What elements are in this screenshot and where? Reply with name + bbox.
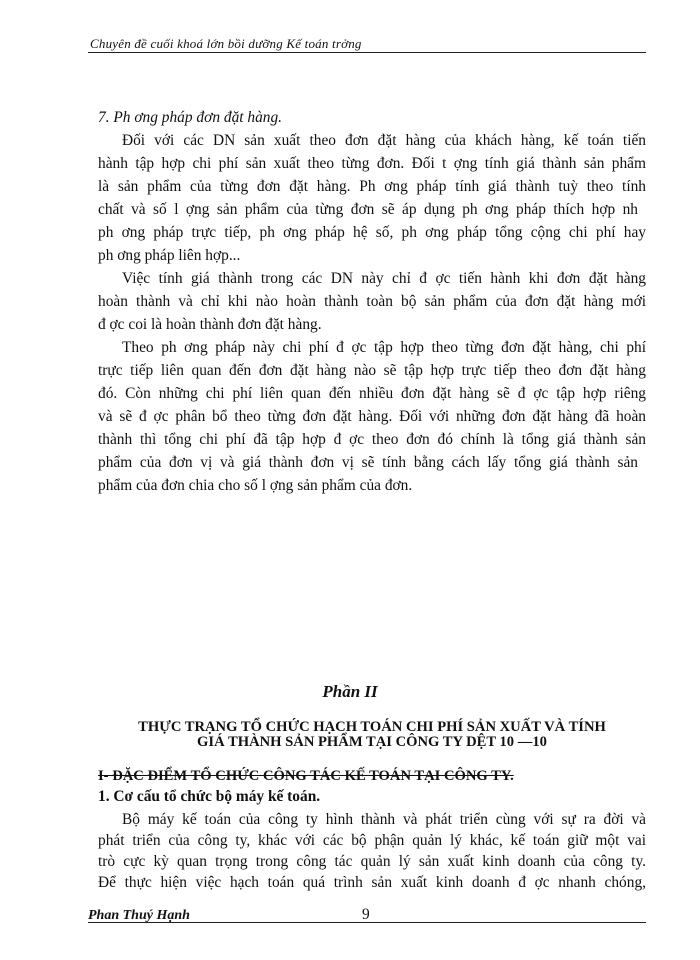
paragraph-line: chất và số l ợng sản phẩm của từng đơn sẽ áp dụng ph ơng pháp thích hợp nh [98,201,638,218]
section-7-heading: 7. Ph ơng pháp đơn đặt hàng. [98,109,283,126]
section-I-heading: I- ĐẶC ĐIỂM TỔ CHỨC CÔNG TÁC KẾ TOÁN TẠI CÔNG TY. [98,768,514,784]
paragraph-line: đó. Còn những chi phí liên quan đến nhiều đơn đặt hàng sẽ đ ợc tập hợp riêng [98,385,646,402]
paragraph-line: thành thì tổng chi phí đã tập hợp đ ợc theo đơn đó chính là tổng giá thành sản [98,431,646,448]
paragraph-line: ph ơng pháp liên hợp... [98,247,241,264]
header-divider [88,52,646,53]
paragraph-line: hành tập hợp chi phí sản xuất theo từng đơn. Đối t ợng tính giá thành sản phẩm [98,155,646,172]
paragraph-line: ph ơng pháp trực tiếp, ph ơng pháp hệ số, ph ơng pháp tổng cộng chi phí hay [98,224,646,241]
paragraph-line: Để thực hiện việc hạch toán quá trình sản xuất kinh doanh đ ợc nhanh chóng, [98,874,646,891]
paragraph-line: đ ợc coi là hoàn thành đơn đặt hàng. [98,316,322,333]
paragraph-line: phát triển của công ty, khác với các bộ phận quản lý khác, kế toán giữ một vai [98,832,646,849]
paragraph-line: và sẽ đ ợc phân bổ theo từng đơn đặt hàng. Đối với những đơn đặt hàng đã hoàn [98,408,646,425]
footer-divider [88,922,646,923]
paragraph-line: phẩm của đơn chia cho số l ợng sản phẩm của đơn. [98,477,413,494]
page-number: 9 [362,906,370,923]
paragraph-line: Theo ph ơng pháp này chi phí đ ợc tập hợp theo từng đơn đặt hàng, chi phí [122,339,646,356]
paragraph-line: trực tiếp liên quan đến đơn đặt hàng nào sẽ tập hợp trực tiếp theo đơn đặt hàng [98,362,646,379]
paragraph-line: hoàn thành và chỉ khi nào hoàn thành toàn bộ sản phẩm của đơn đặt hàng mới [98,293,646,310]
part-heading-line-2: GIÁ THÀNH SẢN PHẨM TẠI CÔNG TY DỆT 10 —10 [197,734,547,750]
paragraph-line: là sản phẩm của từng đơn đặt hàng. Ph ơng pháp tính giá thành tuỳ theo tính [98,178,646,195]
running-header: Chuyên đề cuối khoá lớn bồi dưỡng Kế toán trởng [90,36,362,51]
paragraph-line: trò cực kỳ quan trọng trong công tác quản lý sản xuất kinh doanh của công ty. [98,853,646,870]
part-title: Phần II [322,682,378,701]
footer-author: Phan Thuý Hạnh [88,908,190,923]
part-heading-line-1: THỰC TRẠNG TỔ CHỨC HẠCH TOÁN CHI PHÍ SẢN XUẤT VÀ TÍNH [138,719,606,735]
paragraph-line: Đối với các DN sản xuất theo đơn đặt hàng của khách hàng, kế toán tiến [122,132,646,149]
subsection-1-heading: 1. Cơ cấu tổ chức bộ máy kế toán. [98,788,321,805]
paragraph-line: Việc tính giá thành trong các DN này chỉ đ ợc tiến hành khi đơn đặt hàng [122,270,646,287]
paragraph-line: Bộ máy kế toán của công ty hình thành và phát triển cùng với sự ra đời và [122,811,646,828]
paragraph-line: phẩm của đơn vị và giá thành đơn vị sẽ tính bằng cách lấy tổng giá thành sản [98,454,638,471]
